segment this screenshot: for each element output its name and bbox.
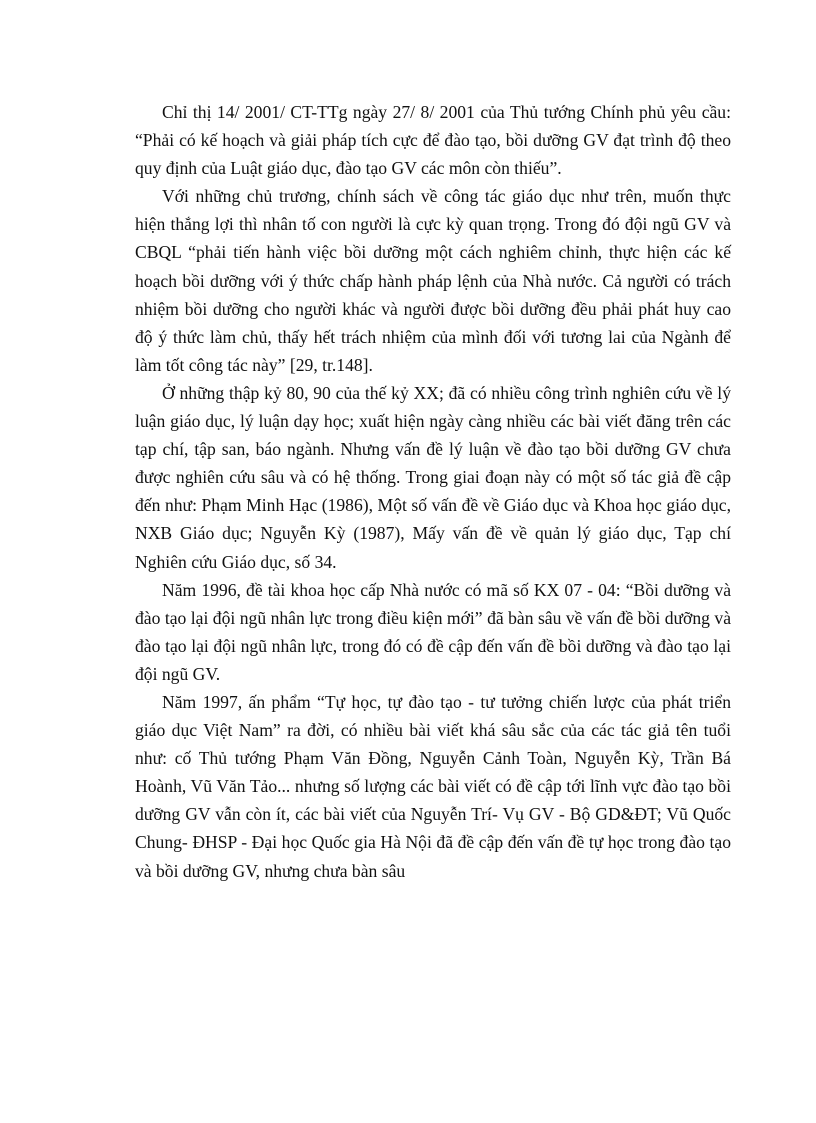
document-body <box>135 98 731 885</box>
paragraph-year-1997: Năm 1997, ấn phẩm “Tự học, tự đào tạo - tư tưởng chiến lược của phát triển giáo dục Việt Nam” ra đời, có nhiều bài viết khá sâu sắc của các tác giả tên tuổi như: cố Thủ tướng Phạm Văn Đồng, Nguyễn Cảnh Toàn, Nguyễn Kỳ, Trần Bá Hoành, Vũ Văn Tảo... nhưng số lượng các bài viết có đề cập tới lĩnh vực đào tạo bồi dưỡng GV vẫn còn ít, các bài viết của Nguyễn Trí- Vụ GV - Bộ GD&ĐT; Vũ Quốc Chung- ĐHSP - Đại học Quốc gia Hà Nội đã đề cập đến vấn đề tự học trong đào tạo và bồi dưỡng GV, nhưng chưa bàn sâu <box>135 691 731 881</box>
paragraph-decades-80-90: Ở những thập kỷ 80, 90 của thế kỷ XX; đã có nhiều công trình nghiên cứu về lý luận giáo dục, lý luận dạy học; xuất hiện ngày càng nhiều các bài viết đăng trên các tạp chí, tập san, báo ngành. Nhưng vấn đề lý luận về đào tạo bồi dưỡng GV chưa được nghiên cứu sâu và có hệ thống. Trong giai đoạn này có một số tác giả đề cập đến như: Phạm Minh Hạc (1986), Một số vấn đề về Giáo dục và Khoa học giáo dục, NXB Giáo dục; Nguyễn Kỳ (1987), Mấy vấn đề về quản lý giáo dục, Tạp chí Nghiên cứu Giáo dục, số 34. <box>135 382 731 572</box>
paragraph-directive-14: Chỉ thị 14/ 2001/ CT-TTg ngày 27/ 8/ 2001 của Thủ tướng Chính phủ yêu cầu: “Phải có kế hoạch và giải pháp tích cực để đào tạo, bồi dưỡng GV đạt trình độ theo quy định của Luật giáo dục, đào tạo GV các môn còn thiếu”. <box>135 102 731 179</box>
paragraph-human-factor: Với những chủ trương, chính sách về công tác giáo dục như trên, muốn thực hiện thắng lợi thì nhân tố con người là cực kỳ quan trọng. Trong đó đội ngũ GV và CBQL “phải tiến hành việc bồi dưỡng một cách nghiêm chỉnh, thực hiện các kế hoạch bồi dưỡng với ý thức chấp hành pháp lệnh của Nhà nước. Cả người có trách nhiệm bồi dưỡng cho người khác và người được bồi dưỡng đều phải phát huy cao độ ý thức làm chủ, thấy hết trách nhiệm của mình đối với tương lai của Ngành để làm tốt công tác này” [29, tr.148]. <box>135 186 731 375</box>
paragraph-year-1996: Năm 1996, đề tài khoa học cấp Nhà nước có mã số KX 07 - 04: “Bồi dưỡng và đào tạo lại đội ngũ nhân lực trong điều kiện mới” đã bàn sâu về vấn đề bồi dưỡng và đào tạo lại đội ngũ nhân lực, trong đó có đề cập đến vấn đề bồi dưỡng và đào tạo lại đội ngũ GV. <box>135 579 731 684</box>
